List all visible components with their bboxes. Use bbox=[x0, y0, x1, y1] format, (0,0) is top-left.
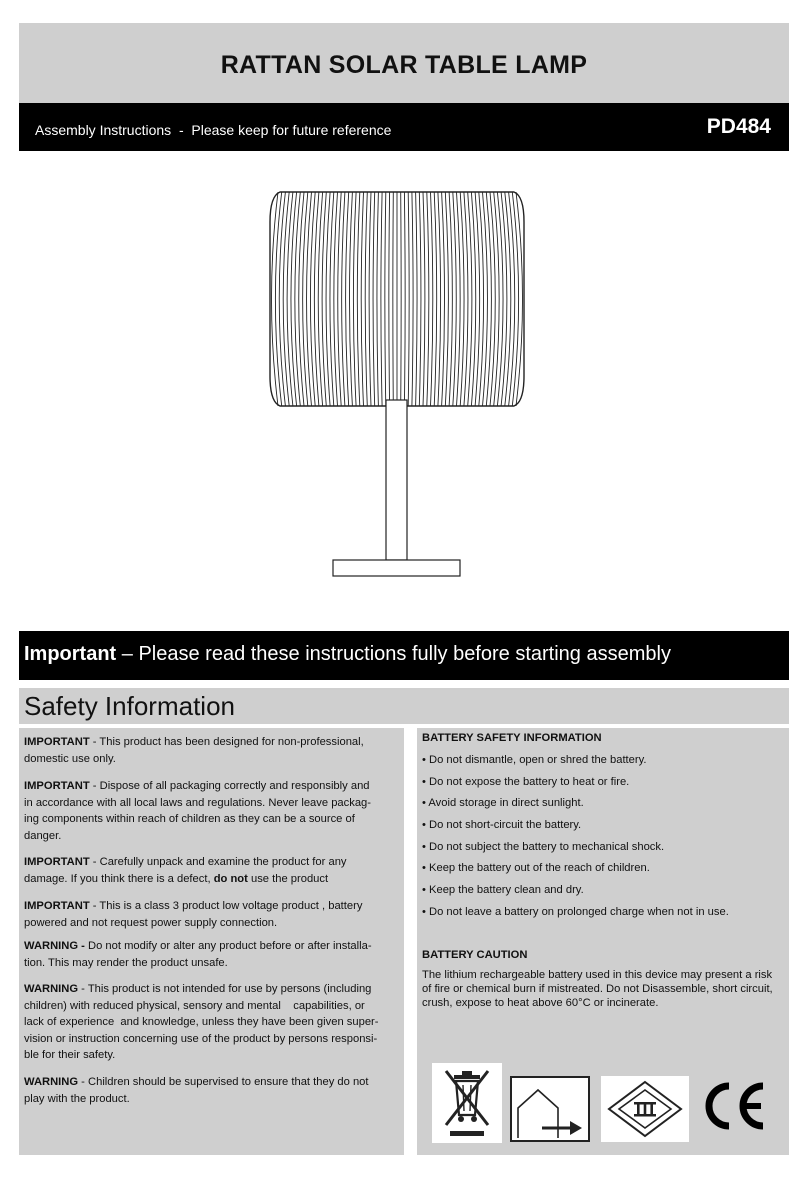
safety-paragraph: WARNING - Children should be supervised to ensure that they do not play with the product. bbox=[24, 1076, 369, 1105]
battery-safety-item: • Do not expose the battery to heat or fire. bbox=[422, 776, 630, 788]
lamp-base bbox=[333, 560, 460, 576]
battery-safety-item: • Do not dismantle, open or shred the battery. bbox=[422, 754, 647, 766]
important-text: – Please read these instructions fully before starting assembly bbox=[116, 643, 671, 665]
important-banner bbox=[19, 631, 789, 680]
battery-safety-item: • Do not subject the battery to mechanical shock. bbox=[422, 841, 665, 853]
safety-paragraph: WARNING - Do not modify or alter any product before or after installa- tion. This may render the product unsafe. bbox=[24, 940, 372, 969]
battery-caution-text: The lithium rechargeable battery used in this device may present a risk of fire or chemical burn if mistreated. Do not Disassemble, short circuit, crush, expose to heat above 60°C or incinerate. bbox=[422, 969, 773, 1009]
safety-heading-band bbox=[19, 688, 789, 724]
lamp-illustration bbox=[262, 180, 532, 580]
safety-paragraph: WARNING - This product is not intended for use by persons (including children) with reduced physical, sensory and mental capabilities, or lack of experience and knowledge, unless they have been given super- vision or instruction concerning use of the product by persons responsi- ble for their safety. bbox=[24, 983, 379, 1061]
safety-paragraph: IMPORTANT - This product has been designed for non-professional, domestic use only. bbox=[24, 736, 364, 765]
safety-left-column bbox=[19, 728, 404, 1155]
battery-safety-item: • Do not short-circuit the battery. bbox=[422, 819, 582, 831]
safety-paragraph: IMPORTANT - Dispose of all packaging correctly and responsibly and in accordance with all local laws and regulations. Never leave packag- ing components within reach of children as they can be a source of danger. bbox=[24, 780, 371, 842]
battery-safety-heading: BATTERY SAFETY INFORMATION bbox=[422, 732, 602, 744]
title-band bbox=[19, 23, 789, 103]
safety-paragraph: IMPORTANT - Carefully unpack and examine the product for any damage. If you think there is a defect, do not use the product bbox=[24, 856, 347, 885]
subtitle-band bbox=[19, 103, 789, 151]
weee-bin-icon bbox=[432, 1063, 502, 1143]
safety-heading: Safety Information bbox=[24, 691, 235, 721]
battery-right-column bbox=[417, 728, 789, 1155]
safety-paragraph: IMPORTANT - This is a class 3 product low voltage product , battery powered and not request power supply connection. bbox=[24, 900, 363, 929]
ce-mark-icon bbox=[699, 1076, 769, 1136]
indoor-use-icon bbox=[510, 1076, 590, 1142]
important-label: Important bbox=[24, 643, 117, 665]
class-iii-icon bbox=[601, 1076, 689, 1142]
product-code: PD484 bbox=[706, 115, 771, 138]
battery-safety-item: • Keep the battery clean and dry. bbox=[422, 884, 584, 896]
battery-caution-heading: BATTERY CAUTION bbox=[422, 949, 528, 961]
battery-safety-item: • Do not leave a battery on prolonged charge when not in use. bbox=[422, 906, 729, 918]
battery-safety-item: • Keep the battery out of the reach of children. bbox=[422, 862, 650, 874]
rattan-shade bbox=[270, 192, 524, 406]
subtitle-text: Assembly Instructions - Please keep for future reference bbox=[35, 122, 392, 138]
document-title: RATTAN SOLAR TABLE LAMP bbox=[220, 51, 588, 79]
battery-safety-item: • Avoid storage in direct sunlight. bbox=[422, 797, 584, 809]
lamp-stem bbox=[386, 400, 407, 560]
